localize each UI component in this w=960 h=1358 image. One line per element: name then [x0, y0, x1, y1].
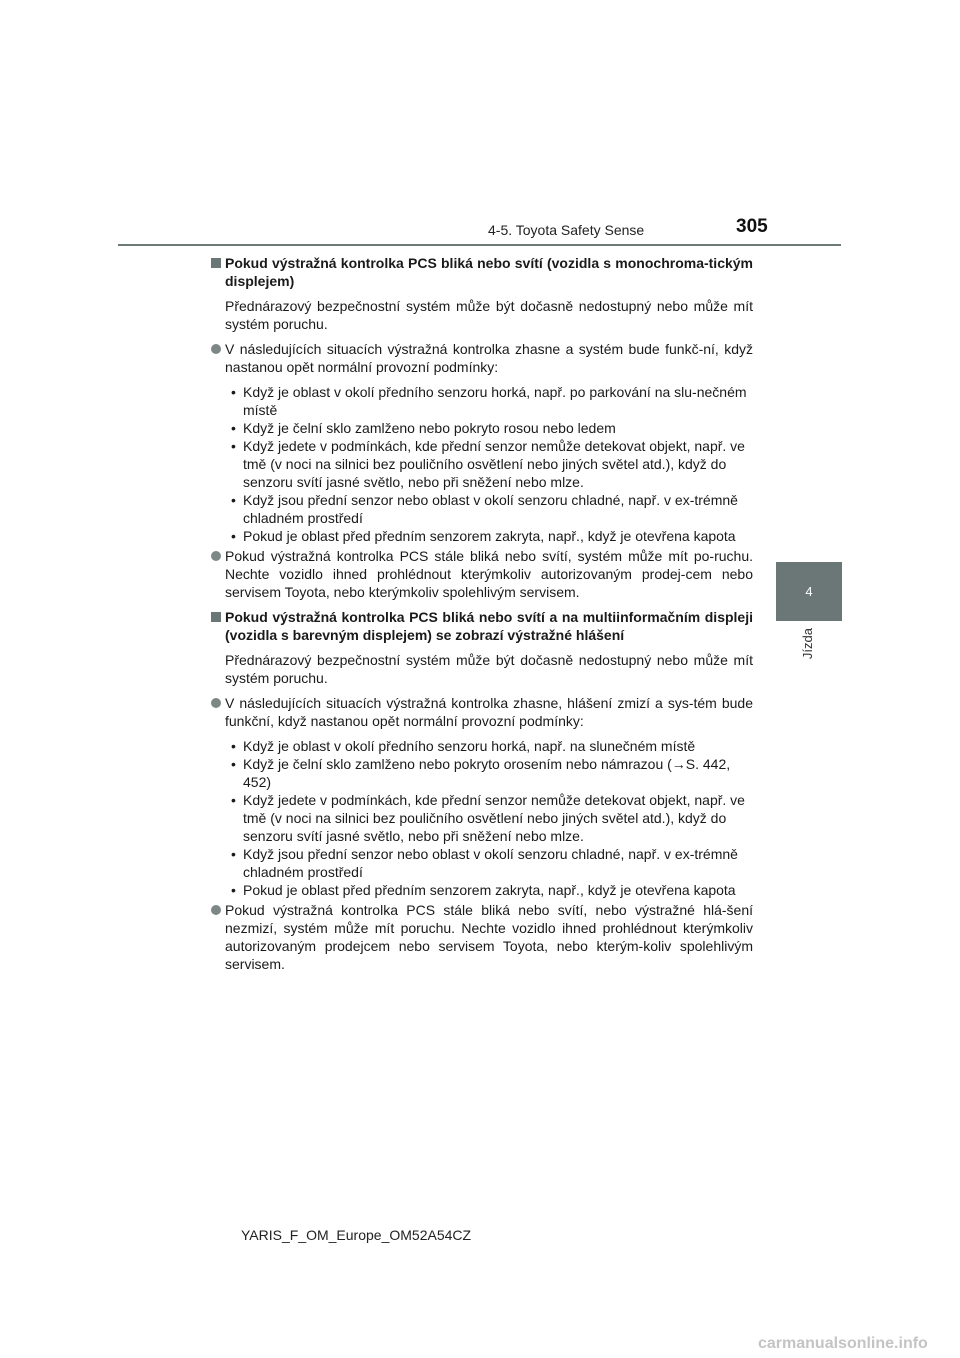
list-item — [231, 491, 753, 527]
chapter-tab — [776, 562, 842, 621]
list-item-text: Když jsou přední senzor nebo oblast v okolí senzoru chladné, např. v ex-trémně chladném prostředí — [243, 846, 738, 880]
list-item-text: Když je čelní sklo zamlženo nebo pokryto orosením nebo námrazou (→S. 442, 452) — [243, 756, 731, 790]
list-item-text: Když jsou přední senzor nebo oblast v okolí senzoru chladné, např. v ex-trémně chladném prostředí — [243, 492, 738, 526]
header-divider — [118, 244, 841, 246]
list-item — [231, 527, 753, 545]
list-item-text: Když jedete v podmínkách, kde přední senzor nemůže detekovat objekt, např. ve tmě (v noci na silnici bez pouličního osvětlení nebo jiných světel atd.), když do senzoru svítí jasné světlo, nebo při sněžení nebo mlze. — [243, 438, 745, 490]
list-item — [231, 383, 753, 419]
list-item — [231, 419, 753, 437]
list-item — [231, 791, 753, 845]
square-bullet-icon — [211, 258, 221, 268]
point-text: V následujících situacích výstražná kontrolka zhasne a systém bude funkč-ní, když nastanou opět normální provozní podmínky: — [225, 341, 753, 375]
point-item — [211, 694, 753, 730]
chapter-label: Jízda — [800, 628, 815, 660]
header-section-title: 4-5. Toyota Safety Sense — [488, 222, 645, 238]
section-intro: Přednárazový bezpečnostní systém může být dočasně nedostupný nebo může mít systém poruchu. — [225, 298, 753, 332]
square-bullet-icon — [211, 612, 221, 622]
list-item — [231, 737, 753, 755]
dot-bullet-icon: • — [231, 420, 236, 436]
list-item-text: Když je oblast v okolí předního senzoru horká, např. po parkování na slu-nečném místě — [243, 384, 747, 418]
list-item-text: Když jedete v podmínkách, kde přední senzor nemůže detekovat objekt, např. ve tmě (v noci na silnici bez pouličního osvětlení nebo jiných světel atd.), když do senzoru svítí jasné světlo, nebo při sněžení nebo mlze. — [243, 792, 745, 844]
point-text: V následujících situacích výstražná kontrolka zhasne, hlášení zmizí a sys-tém bude funkční, když nastanou opět normální provozní podmínky: — [225, 695, 753, 729]
dot-bullet-icon: • — [231, 882, 236, 898]
page-number: 305 — [736, 216, 768, 237]
dot-bullet-icon: • — [231, 738, 236, 754]
list-item — [231, 881, 753, 899]
list-item — [231, 437, 753, 491]
document-code: YARIS_F_OM_Europe_OM52A54CZ — [241, 1227, 472, 1243]
dot-bullet-icon: • — [231, 756, 236, 772]
list-item-text: Pokud je oblast před předním senzorem zakryta, např., když je otevřena kapota — [243, 882, 736, 898]
section-intro: Přednárazový bezpečnostní systém může být dočasně nedostupný nebo může mít systém poruchu. — [225, 652, 753, 686]
point-text: Pokud výstražná kontrolka PCS stále bliká nebo svítí, systém může mít po-ruchu. Nechte vozidlo ihned prohlédnout kterýmkoliv autorizovaným prodej-cem nebo servisem Toyota, nebo kterýmkoliv spolehlivým servisem. — [225, 548, 753, 600]
subitem-list — [211, 383, 753, 545]
point-item — [211, 901, 753, 973]
section-monochrome-display — [211, 254, 753, 601]
subitem-list — [211, 737, 753, 899]
circle-bullet-icon — [211, 344, 221, 354]
dot-bullet-icon: • — [231, 528, 236, 544]
list-item — [231, 755, 753, 791]
list-item-text: Když je čelní sklo zamlženo nebo pokryto rosou nebo ledem — [243, 420, 616, 436]
circle-bullet-icon — [211, 551, 221, 561]
section-heading-text: Pokud výstražná kontrolka PCS bliká nebo svítí (vozidla s monochroma-tickým displejem) — [225, 255, 753, 289]
point-item — [211, 547, 753, 601]
dot-bullet-icon: • — [231, 792, 236, 808]
dot-bullet-icon: • — [231, 384, 236, 400]
dot-bullet-icon: • — [231, 438, 236, 454]
list-item — [231, 845, 753, 881]
list-item-text: Když je oblast v okolí předního senzoru horká, např. na slunečném místě — [243, 738, 696, 754]
chapter-number: 4 — [805, 584, 813, 599]
section-color-display — [211, 608, 753, 973]
circle-bullet-icon — [211, 905, 221, 915]
circle-bullet-icon — [211, 698, 221, 708]
point-text: Pokud výstražná kontrolka PCS stále bliká nebo svítí, nebo výstražné hlá-šení nezmizí, systém může mít poruchu. Nechte vozidlo ihned prohlédnout kterýmkoliv autorizovaným prodejcem nebo servisem Toyota, nebo kterým-koliv spolehlivým servisem. — [225, 902, 753, 972]
main-content — [211, 254, 753, 980]
section-heading — [211, 608, 753, 644]
list-item-text: Pokud je oblast před předním senzorem zakryta, např., když je otevřena kapota — [243, 528, 736, 544]
watermark: carmanualsonline.info — [758, 1335, 928, 1352]
dot-bullet-icon: • — [231, 492, 236, 508]
section-heading-text: Pokud výstražná kontrolka PCS bliká nebo svítí a na multiinformačním displeji (vozidla s barevným displejem) se zobrazí výstražné hlášení — [225, 609, 753, 643]
dot-bullet-icon: • — [231, 846, 236, 862]
section-heading — [211, 254, 753, 290]
point-item — [211, 340, 753, 376]
